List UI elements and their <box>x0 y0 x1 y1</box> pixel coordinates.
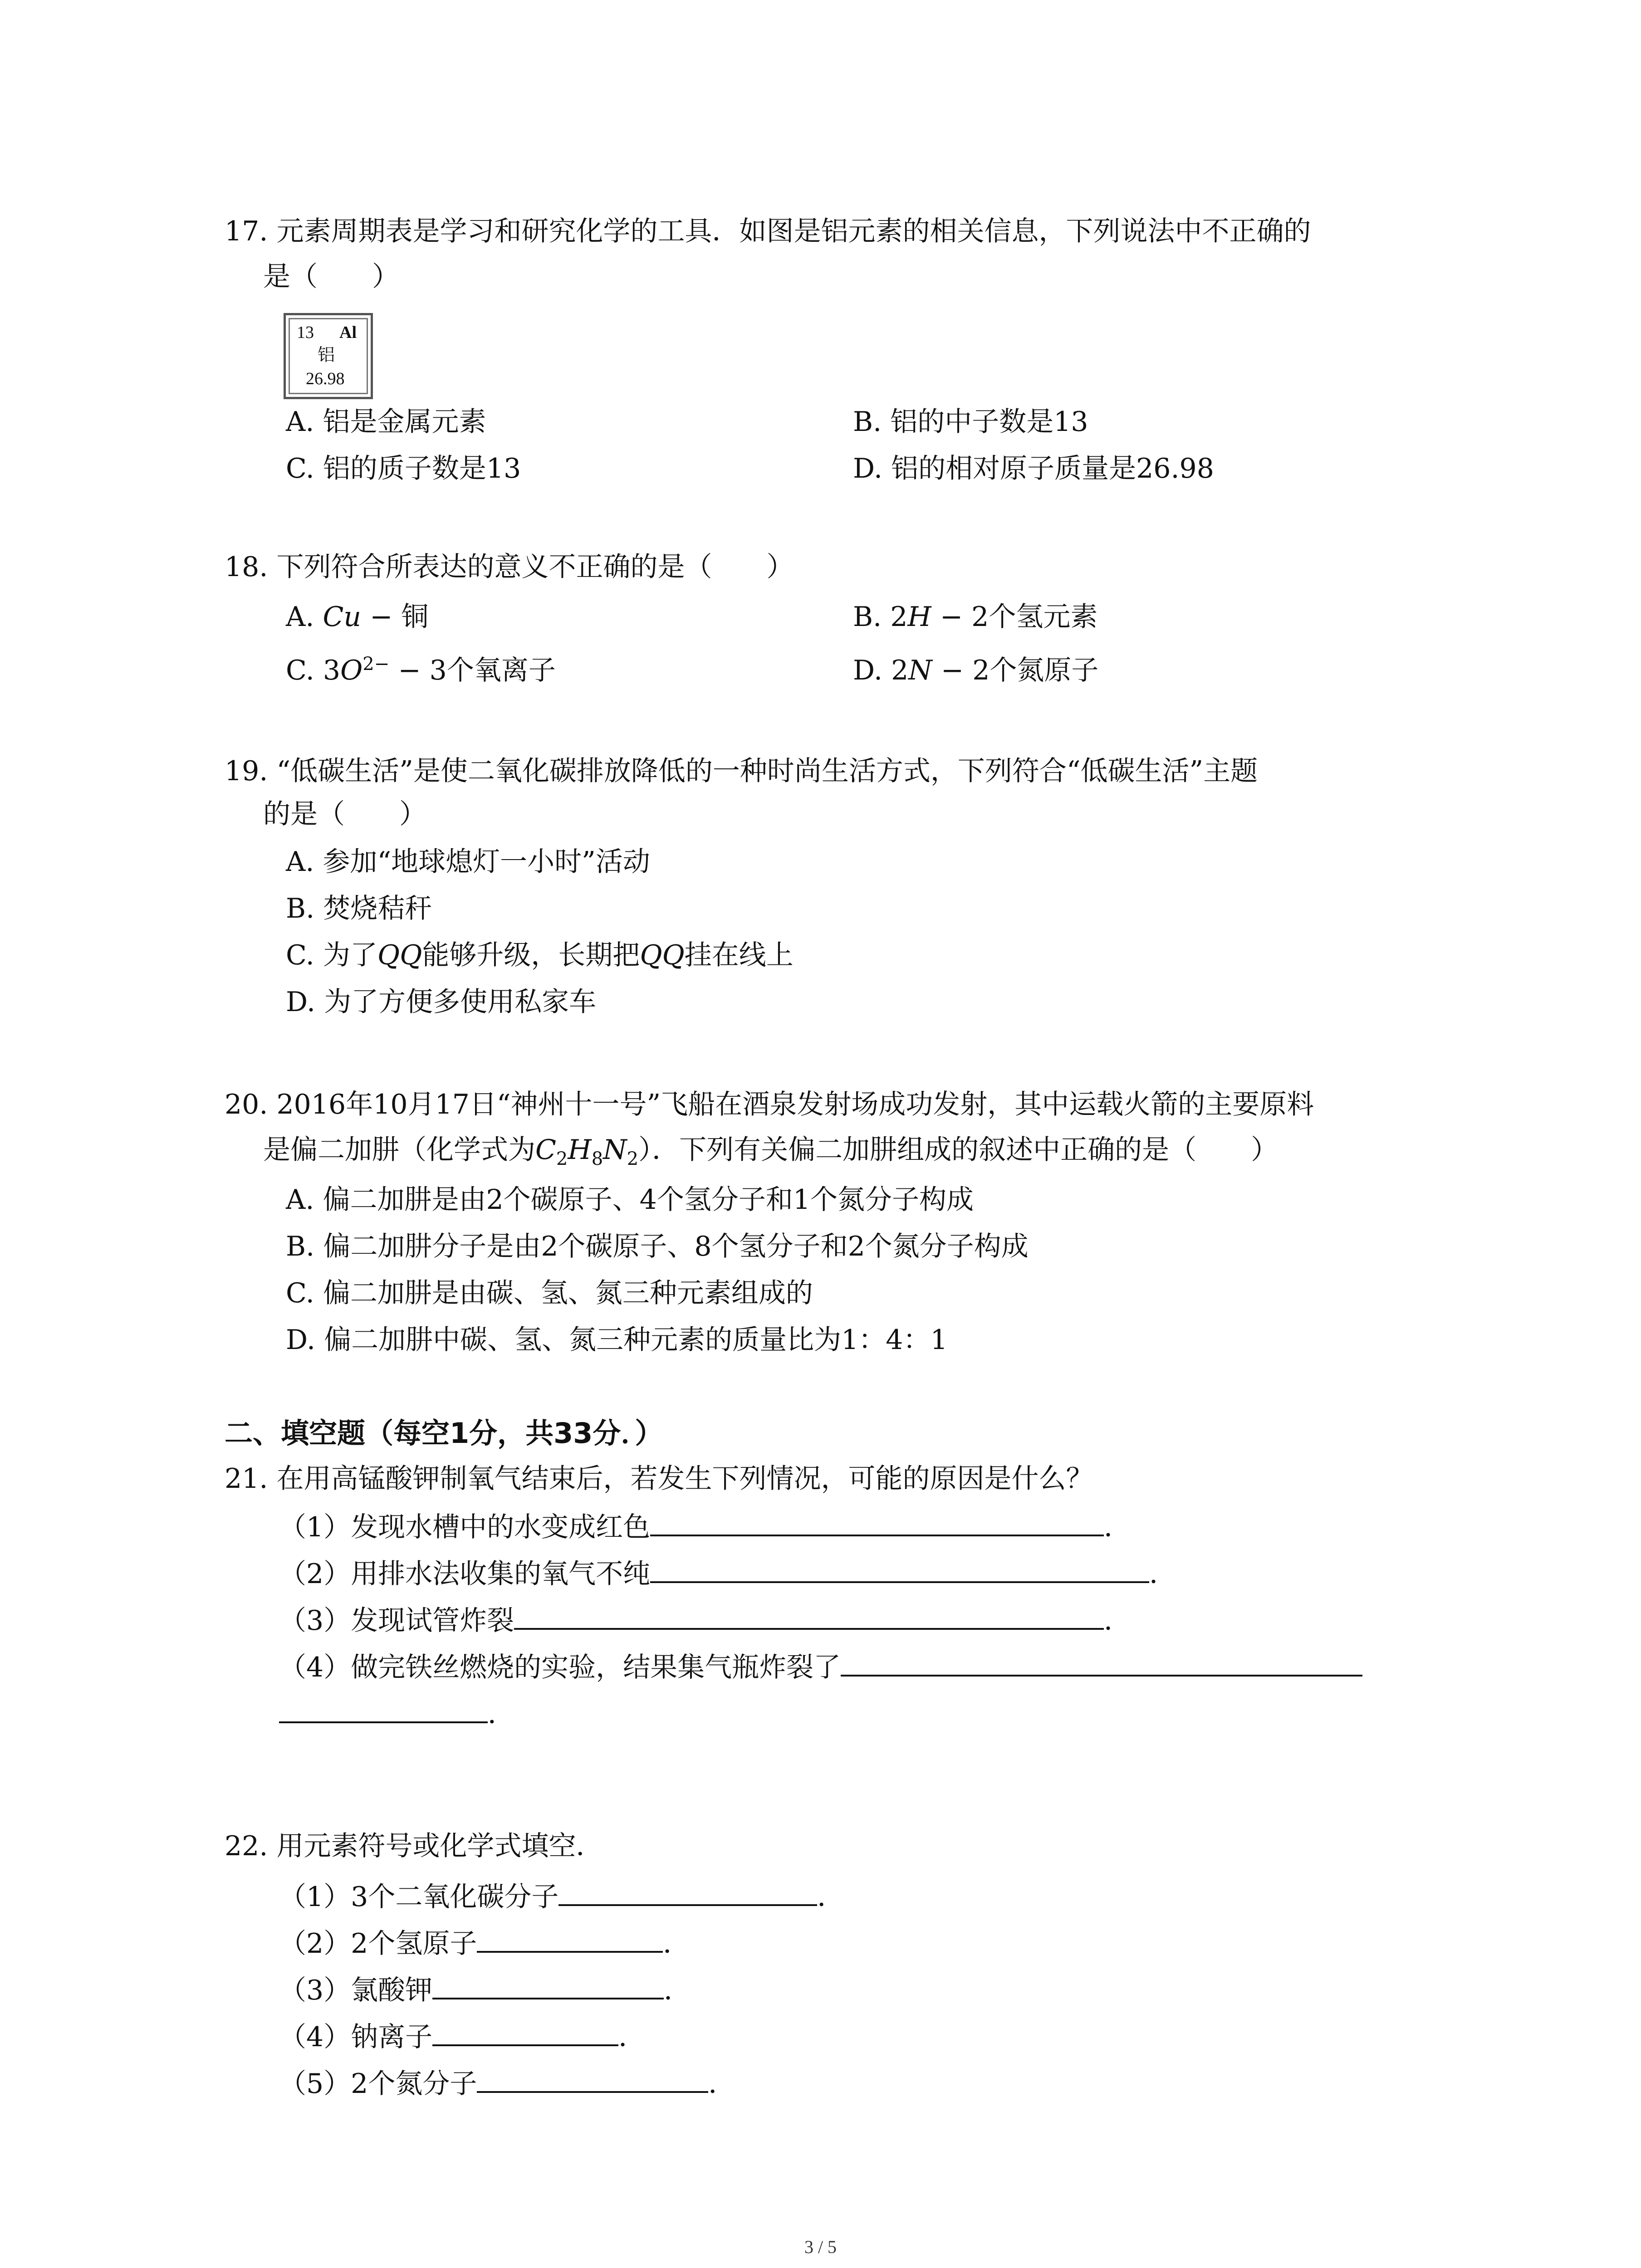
q18-stem: 18. 下列符合所表达的意义不正确的是（ ） <box>225 551 794 583</box>
q18-c-charge: 2− <box>362 654 390 675</box>
q21-blank-1[interactable] <box>650 1508 1104 1536</box>
q21-item-2-text: （2）用排水法收集的氧气不纯 <box>279 1558 651 1590</box>
q21-blank-2[interactable] <box>650 1555 1149 1583</box>
q20-stem-line2 <box>263 1132 1278 1168</box>
q19-stem-line1: 19. “低碳生活”是使二氧化碳排放降低的一种时尚生活方式，下列符合“低碳生活”主题 <box>225 755 1258 787</box>
q20-formula-h: H <box>568 1134 592 1166</box>
q21-blank-3[interactable] <box>514 1602 1104 1630</box>
q22-blank-4[interactable] <box>432 2018 618 2046</box>
q22-item-4-text: （4）钠离子 <box>279 2021 433 2053</box>
q21-item-1-end: ． <box>1104 1511 1132 1543</box>
q18-d-formula: N <box>908 655 932 686</box>
q17-stem-line2: 是（ ） <box>263 261 399 293</box>
q17-option-a: A. 铝是金属元素 <box>286 406 486 438</box>
q22-item-3 <box>279 1971 691 2009</box>
q21-item-2 <box>279 1555 1176 1592</box>
element-mass: 26.98 <box>306 369 345 388</box>
q21-item-3-text: （3）发现试管炸裂 <box>279 1605 514 1637</box>
q19-c-post: 挂在线上 <box>684 939 794 971</box>
q21-item-4-text: （4）做完铁丝燃烧的实验，结果集气瓶炸裂了 <box>279 1652 841 1683</box>
element-name: 铝 <box>318 346 335 365</box>
section-2-title: 二、填空题（每空1分，共33分．） <box>225 1417 663 1450</box>
q18-option-b <box>853 599 1097 635</box>
q22-item-4-end: ． <box>618 2021 646 2053</box>
q21-item-3 <box>279 1602 1131 1639</box>
q22-blank-2[interactable] <box>477 1925 663 1953</box>
q22-item-5-text: （5）2个氮分子 <box>279 2068 477 2100</box>
q18-b-formula: H <box>907 601 931 633</box>
q22-stem: 22. 用元素符号或化学式填空． <box>225 1830 603 1862</box>
q20-formula-n: N <box>603 1134 627 1166</box>
q22-item-2-end: ． <box>663 1928 691 1960</box>
q22-item-5-end: ． <box>708 2068 736 2100</box>
q18-c-label: C. 3 <box>286 655 341 686</box>
q21-item-1 <box>279 1508 1131 1545</box>
q18-d-label: D. 2 <box>853 655 909 686</box>
element-symbol: Al <box>339 323 357 342</box>
q22-blank-1[interactable] <box>558 1878 817 1906</box>
q21-blank-4a[interactable] <box>841 1648 1362 1677</box>
q20-formula-c: C <box>535 1134 556 1166</box>
q20-option-d: D. 偏二加肼中碳、氢、氮三种元素的质量比为1：4：1 <box>286 1324 948 1356</box>
q18-option-d <box>853 652 1098 689</box>
q18-c-formula: O <box>340 655 363 686</box>
q19-stem-line2: 的是（ ） <box>263 798 426 830</box>
q18-d-meaning: − 2个氮原子 <box>932 655 1099 686</box>
q21-item-2-end: ． <box>1149 1558 1177 1590</box>
q21-blank-4b[interactable] <box>279 1695 488 1723</box>
q18-option-c <box>286 652 556 689</box>
q22-item-5 <box>279 2065 735 2102</box>
q17-option-b: B. 铝的中子数是13 <box>853 406 1088 438</box>
q18-a-meaning: − 铜 <box>361 601 429 633</box>
q18-b-meaning: − 2个氢元素 <box>931 601 1098 633</box>
page-number: 3 / 5 <box>804 2237 837 2257</box>
q21-item-3-end: ． <box>1104 1605 1132 1637</box>
q22-item-2 <box>279 1925 690 1962</box>
q19-option-d: D. 为了方便多使用私家车 <box>286 986 597 1018</box>
aluminum-element-card <box>284 313 373 399</box>
q20-sub-2: 2 <box>556 1149 568 1169</box>
q18-b-label: B. 2 <box>853 601 908 633</box>
q21-item-4-cont <box>279 1695 515 1732</box>
q18-option-a <box>286 599 428 635</box>
q18-a-formula: Cu <box>323 601 362 633</box>
q22-item-1-text: （1）3个二氧化碳分子 <box>279 1881 559 1913</box>
q22-item-4 <box>279 2018 646 2055</box>
q22-blank-3[interactable] <box>432 1971 664 1999</box>
q19-c-qq1: QQ <box>377 939 422 971</box>
q20-option-c: C. 偏二加肼是由碳、氢、氮三种元素组成的 <box>286 1277 813 1309</box>
q21-stem: 21. 在用高锰酸钾制氧气结束后，若发生下列情况，可能的原因是什么？ <box>225 1463 1093 1495</box>
q20-sub-2b: 2 <box>627 1149 639 1169</box>
q21-item-4 <box>279 1648 1362 1686</box>
q20-stem-post: ）．下列有关偏二加肼组成的叙述中正确的是（ ） <box>638 1134 1279 1166</box>
q19-option-c <box>286 937 794 973</box>
q18-a-label: A. <box>286 601 323 633</box>
q20-stem-line1: 20. 2016年10月17日“神州十一号”飞船在酒泉发射场成功发射，其中运载火箭的主要原料 <box>225 1089 1314 1120</box>
q22-item-1-end: ． <box>817 1881 845 1913</box>
q22-item-3-end: ． <box>664 1975 691 2006</box>
q20-option-a: A. 偏二加肼是由2个碳原子、4个氢分子和1个氮分子构成 <box>286 1184 974 1216</box>
q18-c-meaning: − 3个氧离子 <box>389 655 556 686</box>
q20-sub-8: 8 <box>591 1149 603 1169</box>
q22-item-3-text: （3）氯酸钾 <box>279 1975 433 2006</box>
q20-option-b: B. 偏二加肼分子是由2个碳原子、8个氢分子和2个氮分子构成 <box>286 1231 1029 1262</box>
q21-item-4-end: ． <box>488 1698 515 1730</box>
q21-item-1-text: （1）发现水槽中的水变成红色 <box>279 1511 651 1543</box>
q17-option-d: D. 铝的相对原子质量是26.98 <box>853 453 1214 484</box>
q19-option-b: B. 焚烧秸秆 <box>286 893 432 924</box>
q22-item-1 <box>279 1878 844 1915</box>
q19-option-a: A. 参加“地球熄灯一小时”活动 <box>286 846 650 878</box>
q19-c-label: C. 为了 <box>286 939 377 971</box>
q20-stem-pre: 是偏二加肼（化学式为 <box>263 1134 535 1166</box>
q22-item-2-text: （2）2个氢原子 <box>279 1928 477 1960</box>
q17-stem-line1: 17. 元素周期表是学习和研究化学的工具．如图是铝元素的相关信息，下列说法中不正确的 <box>225 215 1311 247</box>
element-number: 13 <box>297 323 314 342</box>
q22-blank-5[interactable] <box>477 2065 708 2093</box>
q19-c-mid: 能够升级，长期把 <box>422 939 640 971</box>
q19-c-qq2: QQ <box>640 939 685 971</box>
q17-option-c: C. 铝的质子数是13 <box>286 453 521 484</box>
